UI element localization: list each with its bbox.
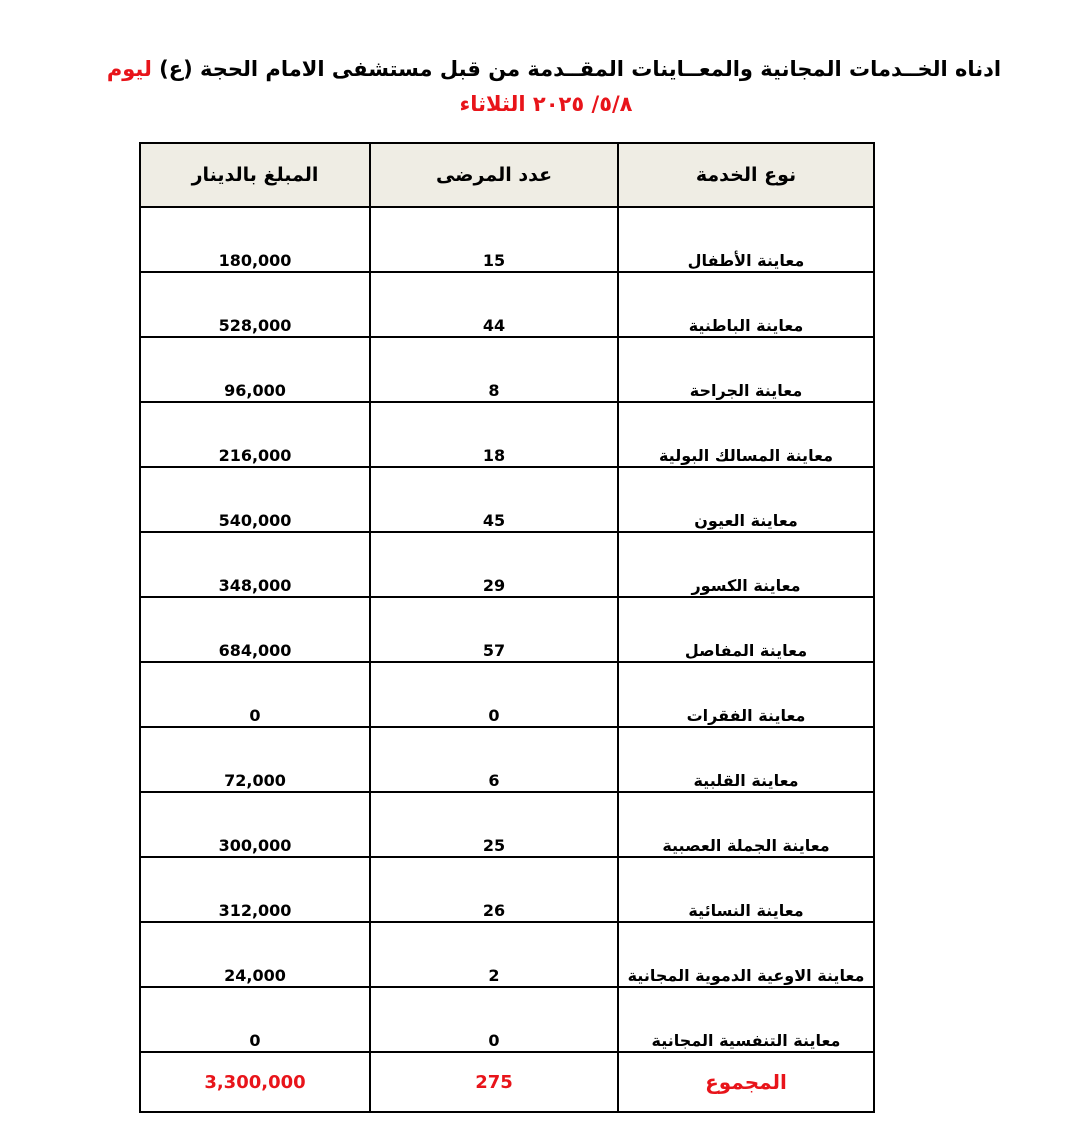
patients-cell: 0 (370, 662, 618, 727)
service-cell: معاينة الباطنية (618, 272, 874, 337)
table-row (140, 987, 874, 1052)
patients-cell: 6 (370, 727, 618, 792)
amount-cell: 96,000 (140, 337, 370, 402)
amount-cell: 312,000 (140, 857, 370, 922)
table-row (140, 402, 874, 467)
service-cell: معاينة الجراحة (618, 337, 874, 402)
amount-cell: 72,000 (140, 727, 370, 792)
service-cell: معاينة النسائية (618, 857, 874, 922)
amount-cell: 24,000 (140, 922, 370, 987)
amount-cell: 348,000 (140, 532, 370, 597)
service-cell: معاينة الجملة العصبية (618, 792, 874, 857)
patients-cell: 25 (370, 792, 618, 857)
patients-cell: 0 (370, 987, 618, 1052)
service-cell: معاينة المفاصل (618, 597, 874, 662)
service-cell: معاينة الكسور (618, 532, 874, 597)
table-row (140, 792, 874, 857)
amount-cell: 540,000 (140, 467, 370, 532)
services-table (139, 142, 875, 1113)
amount-cell: 0 (140, 662, 370, 727)
patients-cell: 26 (370, 857, 618, 922)
table-row (140, 207, 874, 272)
service-cell: معاينة العيون (618, 467, 874, 532)
total-label: المجموع (618, 1052, 874, 1112)
table-row (140, 857, 874, 922)
table-row (140, 467, 874, 532)
table-row (140, 727, 874, 792)
patients-cell: 29 (370, 532, 618, 597)
total-row (140, 1052, 874, 1112)
heading-day-label: ليوم (106, 57, 152, 81)
amount-cell: 684,000 (140, 597, 370, 662)
table-row (140, 337, 874, 402)
patients-cell: 8 (370, 337, 618, 402)
amount-cell: 180,000 (140, 207, 370, 272)
patients-cell: 15 (370, 207, 618, 272)
patients-cell: 44 (370, 272, 618, 337)
patients-cell: 2 (370, 922, 618, 987)
amount-cell: 216,000 (140, 402, 370, 467)
amount-cell: 0 (140, 987, 370, 1052)
table-row (140, 272, 874, 337)
total-patients: 275 (370, 1052, 618, 1112)
table-row (140, 922, 874, 987)
amount-cell: 300,000 (140, 792, 370, 857)
service-cell: معاينة الفقرات (618, 662, 874, 727)
patients-cell: 57 (370, 597, 618, 662)
service-cell: معاينة التنفسية المجانية (618, 987, 874, 1052)
heading-line-1 (0, 50, 1080, 88)
heading-date: ٥/٨/ ٢٠٢٥ الثلاثاء (459, 92, 633, 116)
service-cell: معاينة المسالك البولية (618, 402, 874, 467)
heading-title: ادناه الخــدمات المجانية والمعــاينات المقــدمة من قبل مستشفى الامام الحجة (ع) (159, 57, 1002, 81)
service-cell: معاينة الاوعية الدموية المجانية (618, 922, 874, 987)
header-patients: عدد المرضى (370, 143, 618, 207)
document-heading (0, 50, 1080, 120)
service-cell: معاينة الأطفال (618, 207, 874, 272)
patients-cell: 45 (370, 467, 618, 532)
table-row (140, 597, 874, 662)
service-cell: معاينة القلبية (618, 727, 874, 792)
total-amount: 3,300,000 (140, 1052, 370, 1112)
amount-cell: 528,000 (140, 272, 370, 337)
table-row (140, 532, 874, 597)
table-header-row (140, 143, 874, 207)
header-amount: المبلغ بالدينار (140, 143, 370, 207)
header-service: نوع الخدمة (618, 143, 874, 207)
patients-cell: 18 (370, 402, 618, 467)
table-row (140, 662, 874, 727)
